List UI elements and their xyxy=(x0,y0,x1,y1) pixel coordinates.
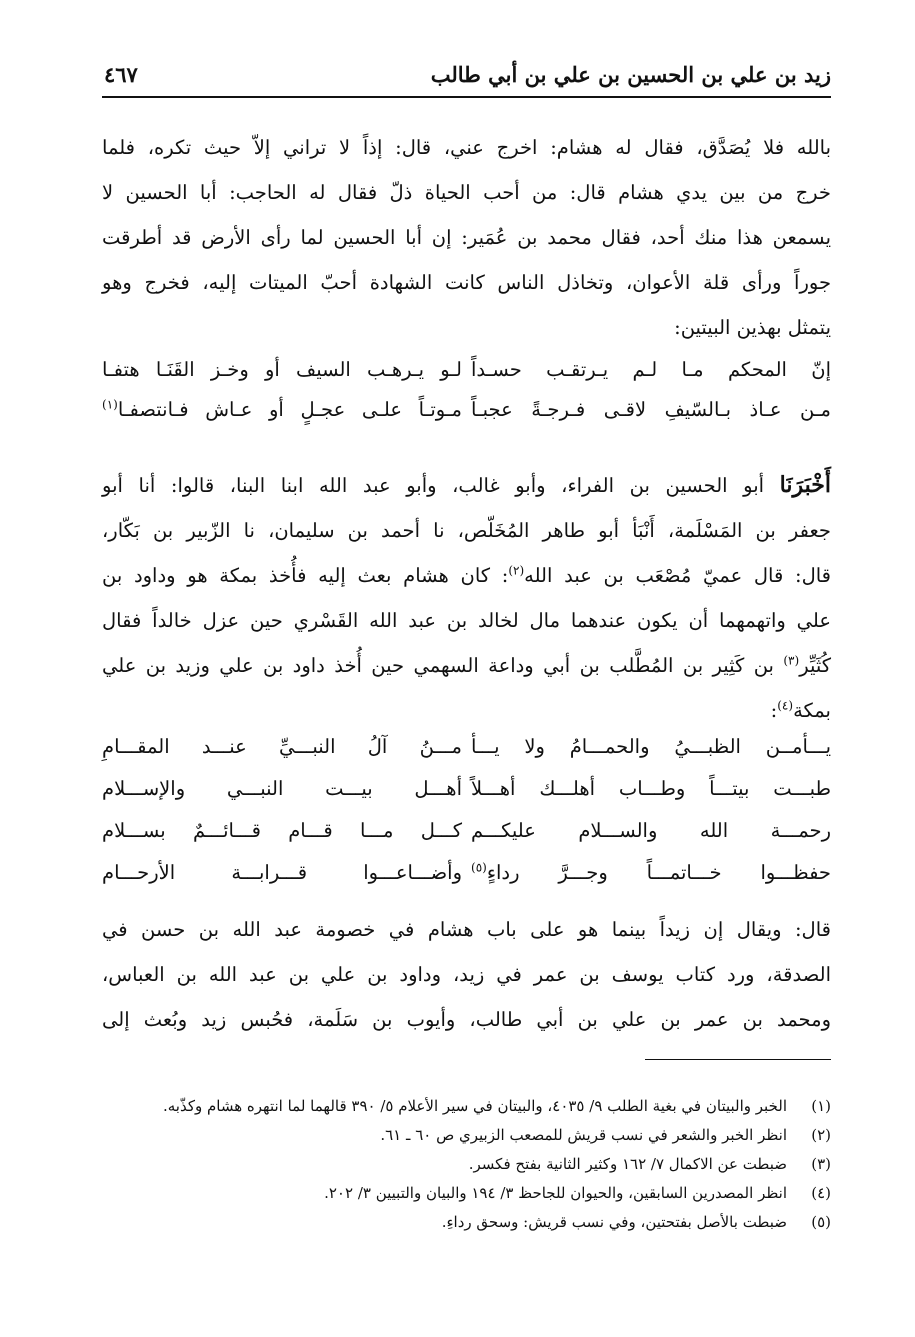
verse-first-hemistich: حفظـــوا خـــاتمـــاً وجـــرَّ رداءٍ$^{(٥)}$ xyxy=(471,860,831,884)
text-line: علي واتهمهما أن يكون عندهما مال لخالد بن عبد الله القَسْري حين عزل خالداً فقال xyxy=(102,609,831,632)
verse-first-hemistich: مـن عـاذ بـالسّيفِ لاقـى فـرجـةً عجبـاً xyxy=(471,398,831,421)
footnote-ref: (٣) xyxy=(783,653,800,668)
verse-second-hemistich: وأضـــاعـــوا قـــرابـــة الأرحـــام xyxy=(102,861,462,884)
verse-second-hemistich: مـــنُ آلُ النبـــيِّ عنـــد المقـــامِ xyxy=(102,735,462,758)
text-line: بمكة$^{(٤)}$: xyxy=(770,698,831,722)
verse-first-hemistich: إنّ المحكم مـا لـم يـرتقـب حسـداً xyxy=(471,358,831,381)
verse xyxy=(102,398,831,438)
paragraph-3 xyxy=(102,907,831,1042)
verse-second-hemistich: كـــل مـــا قـــام قـــائـــمٌ بســـلام xyxy=(102,819,462,842)
paragraph-2 xyxy=(102,463,831,733)
verse xyxy=(102,861,831,903)
footnote-number: (٢) xyxy=(811,1126,831,1144)
text-line: قال: قال عميّ مُصْعَب بن عبد الله$^{(٢)}$: كان هشام بعث إليه فأُخذ بمكة هو وداود بن xyxy=(102,563,831,587)
footnote-ref: (٥) xyxy=(471,860,487,875)
text-line: أَخْبَرَنَا أبو الحسين بن الفراء، وأبو غالب، وأبو عبد الله ابنا البنا، قالوا: أنا أبو xyxy=(102,472,831,498)
footnote-ref: (١) xyxy=(102,397,118,412)
poem-2 xyxy=(102,735,831,903)
verse-second-hemistich: لـو يـرهـب السيف أو وخـز القَنَـا هتفـا xyxy=(102,358,462,381)
footnotes xyxy=(102,1092,831,1237)
footnote-text: انظر الخبر والشعر في نسب قريش للمصعب الزبيري ص ٦٠ ـ ٦١. xyxy=(380,1126,787,1144)
text-line: قال: ويقال إن زيداً بينما هو على باب هشام في خصومة عبد الله بن حسن في xyxy=(102,918,831,941)
poem-1 xyxy=(102,358,831,438)
footnote-separator xyxy=(645,1059,831,1060)
footnote-number: (١) xyxy=(811,1097,831,1115)
verse-first-hemistich: رحمـــة الله والســـلام عليكـــم xyxy=(471,819,831,842)
verse-second-hemistich: مـوتـاً علـى عجـلٍ أو عـاش فـانتصفـا$^{(١)}$ xyxy=(102,397,462,421)
verse xyxy=(102,735,831,777)
footnote-text: ضبطت عن الاكمال ٧/ ١٦٢ وكثير الثانية بفتح فكسر. xyxy=(468,1155,787,1173)
footnote-ref: (٤) xyxy=(777,698,794,713)
running-header-title: زيد بن علي بن الحسين بن علي بن أبي طالب xyxy=(430,62,831,87)
text-line: ومحمد بن عمر بن علي بن أبي طالب، وأيوب بن سَلَمة، فحُبس زيد وبُعث إلى xyxy=(102,1008,831,1031)
verse xyxy=(102,358,831,398)
verse xyxy=(102,777,831,819)
text-line: كُثَيِّر$^{(٣)}$ بن كَثِير بن المُطَّلب بن أبي وداعة السهمي حين أُخذ داود بن علي وزيد بن علي xyxy=(102,653,831,677)
footnote-text: انظر المصدرين السابقين، والحيوان للجاحظ ٣/ ١٩٤ والبيان والتبيين ٣/ ٢٠٢. xyxy=(324,1184,787,1202)
verse-first-hemistich: طبـــت بيتـــاً وطـــاب أهلـــك أهـــلاً xyxy=(471,777,831,800)
footnote-text: الخبر والبيتان في بغية الطلب ٩/ ٤٠٣٥، والبيتان في سير الأعلام ٥/ ٣٩٠ قالهما لما انتهره هشام وكذّبه. xyxy=(162,1097,787,1115)
footnote xyxy=(102,1208,831,1237)
footnote xyxy=(102,1092,831,1121)
text-line: الصدقة، ورد كتاب يوسف بن عمر في زيد، وداود بن علي بن عبد الله بن العباس، xyxy=(102,963,831,986)
text-line: يسمعن هذا منك أحد، فقال محمد بن عُمَير: إن أبا الحسين لما رأى الأرض قد أطرقت xyxy=(102,226,831,249)
page-number: ٤٦٧ xyxy=(104,62,138,87)
header-rule xyxy=(102,96,831,98)
text-line: يتمثل بهذين البيتين: xyxy=(674,316,831,339)
footnote-text: ضبطت بالأصل بفتحتين، وفي نسب قريش: وسحق رداءِ. xyxy=(441,1213,787,1231)
verse xyxy=(102,819,831,861)
isnad-lead-word: أَخْبَرَنَا xyxy=(779,472,831,498)
text-line: جعفر بن المَسْلَمة، أَنْبَأ أبو طاهر المُخَلّص، نا أحمد بن سليمان، نا الزّبير بن بَكّار، xyxy=(102,519,831,542)
verse-first-hemistich: يـــأمــن الظبـــيُ والحمـــامُ ولا يـــأ xyxy=(471,735,831,758)
footnote-ref: (٢) xyxy=(508,563,525,578)
footnote xyxy=(102,1150,831,1179)
verse-second-hemistich: أهـــل بيـــت النبـــي والإســـلام xyxy=(102,777,462,800)
text-line: جوراً ورأى قلة الأعوان، وتخاذل الناس كانت الشهادة أحبّ الميتات إليه، فخرج وهو xyxy=(102,271,831,294)
text-line: بالله فلا يُصَدَّق، فقال له هشام: اخرج عني، قال: إذاً لا تراني إلاّ حيث تكره، فلما xyxy=(102,136,831,159)
footnote-number: (٤) xyxy=(811,1184,831,1202)
text-line: خرج من بين يدي هشام قال: من أحب الحياة ذلّ فقال له الحاجب: أبا الحسين لا xyxy=(102,181,831,204)
footnote-number: (٥) xyxy=(811,1213,831,1231)
footnote xyxy=(102,1179,831,1208)
footnote xyxy=(102,1121,831,1150)
paragraph-1 xyxy=(102,125,831,350)
footnote-number: (٣) xyxy=(811,1155,831,1173)
